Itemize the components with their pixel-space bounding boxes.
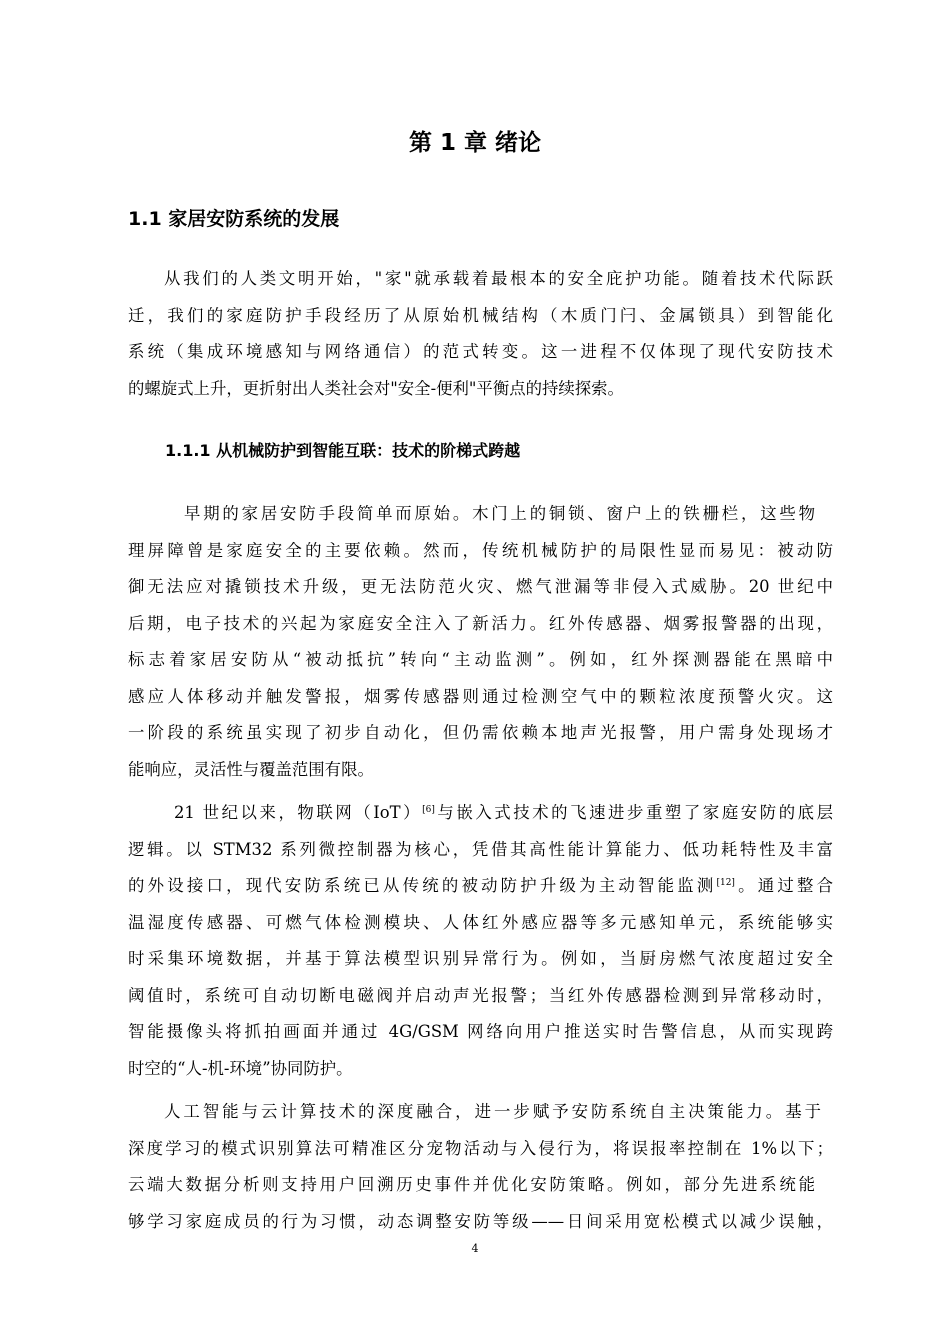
paragraph-line: 一阶段的系统虽实现了初步自动化，但仍需依赖本地声光报警，用户需身处现场才 xyxy=(128,723,833,742)
paragraph-line: 迁，我们的家庭防护手段经历了从原始机械结构（木质门闩、金属锁具）到智能化 xyxy=(128,305,833,325)
paragraph-line: 理屏障曾是家庭安全的主要依赖。然而，传统机械防护的局限性显而易见：被动防 xyxy=(128,540,833,560)
text-run: 21 世纪以来，物联网（IoT） xyxy=(174,803,423,822)
paragraph-line: 智能摄像头将抓拍画面并通过 4G/GSM 网络向用户推送实时告警信息，从而实现跨 xyxy=(128,1022,833,1041)
citation: [6] xyxy=(422,805,435,815)
page-number: 4 xyxy=(471,1242,479,1255)
paragraph-line: 云端大数据分析则支持用户回溯历史事件并优化安防策略。例如，部分先进系统能 xyxy=(128,1175,815,1194)
text-run: 的外设接口，现代安防系统已从传统的被动防护升级为主动智能监测 xyxy=(128,876,717,895)
paragraph-line: 深度学习的模式识别算法可精准区分宠物活动与入侵行为，将误报率控制在 1%以下； xyxy=(128,1138,833,1158)
paragraph-mechanical xyxy=(128,496,833,788)
paragraph-line: 阈值时，系统可自动切断电磁阀并启动声光报警；当红外传感器检测到异常移动时， xyxy=(128,985,833,1005)
paragraph-intro xyxy=(128,261,833,407)
paragraph-line xyxy=(128,795,833,832)
paragraph-line: 御无法应对撬锁技术升级，更无法防范火灾、燃气泄漏等非侵入式威胁。20 世纪中 xyxy=(128,577,833,596)
paragraph-line: 感应人体移动并触发警报，烟雾传感器则通过检测空气中的颗粒浓度预警火灾。这 xyxy=(128,686,833,706)
paragraph-line: 能响应，灵活性与覆盖范围有限。 xyxy=(128,759,374,779)
subsection-title: 1.1.1 从机械防护到智能互联：技术的阶梯式跨越 xyxy=(165,441,521,460)
paragraph-line: 的螺旋式上升，更折射出人类社会对"安全-便利"平衡点的持续探索。 xyxy=(128,378,624,398)
paragraph-line: 时采集环境数据，并基于算法模型识别异常行为。例如，当厨房燃气浓度超过安全 xyxy=(128,949,833,968)
text-run: 。通过整合 xyxy=(734,876,834,895)
paragraph-line: 标志着家居安防从“被动抵抗”转向“主动监测”。例如，红外探测器能在黑暗中 xyxy=(128,650,833,669)
paragraph-line: 系统（集成环境感知与网络通信）的范式转变。这一进程不仅体现了现代安防技术 xyxy=(128,342,833,361)
paragraph-line: 从我们的人类文明开始，"家"就承载着最根本的安全庇护功能。随着技术代际跃 xyxy=(164,269,833,288)
paragraph-line: 后期，电子技术的兴起为家庭安全注入了新活力。红外传感器、烟雾报警器的出现， xyxy=(128,613,833,633)
chapter-title: 第 1 章 绪论 xyxy=(408,130,542,156)
paragraph-iot xyxy=(128,795,833,1087)
paragraph-line: 温湿度传感器、可燃气体检测模块、人体红外感应器等多元感知单元，系统能够实 xyxy=(128,912,833,932)
text-run: 与嵌入式技术的飞速进步重塑了家庭安防的底层 xyxy=(434,803,834,822)
paragraph-line xyxy=(128,868,833,905)
paragraph-line: 够学习家庭成员的行为习惯，动态调整安防等级——日间采用宽松模式以减少误触， xyxy=(128,1211,833,1231)
paragraph-line: 逻辑。以 STM32 系列微控制器为核心，凭借其高性能计算能力、低功耗特性及丰富 xyxy=(128,839,833,859)
paragraph-line: 人工智能与云计算技术的深度融合，进一步赋予安防系统自主决策能力。基于 xyxy=(164,1102,821,1121)
paragraph-line: 时空的“人-机-环境”协同防护。 xyxy=(128,1058,353,1078)
section-title: 1.1 家居安防系统的发展 xyxy=(128,208,340,230)
paragraph-ai xyxy=(128,1094,833,1240)
citation: [12] xyxy=(716,878,735,888)
paragraph-line: 早期的家居安防手段简单而原始。木门上的铜锁、窗户上的铁栅栏，这些物 xyxy=(184,504,815,523)
